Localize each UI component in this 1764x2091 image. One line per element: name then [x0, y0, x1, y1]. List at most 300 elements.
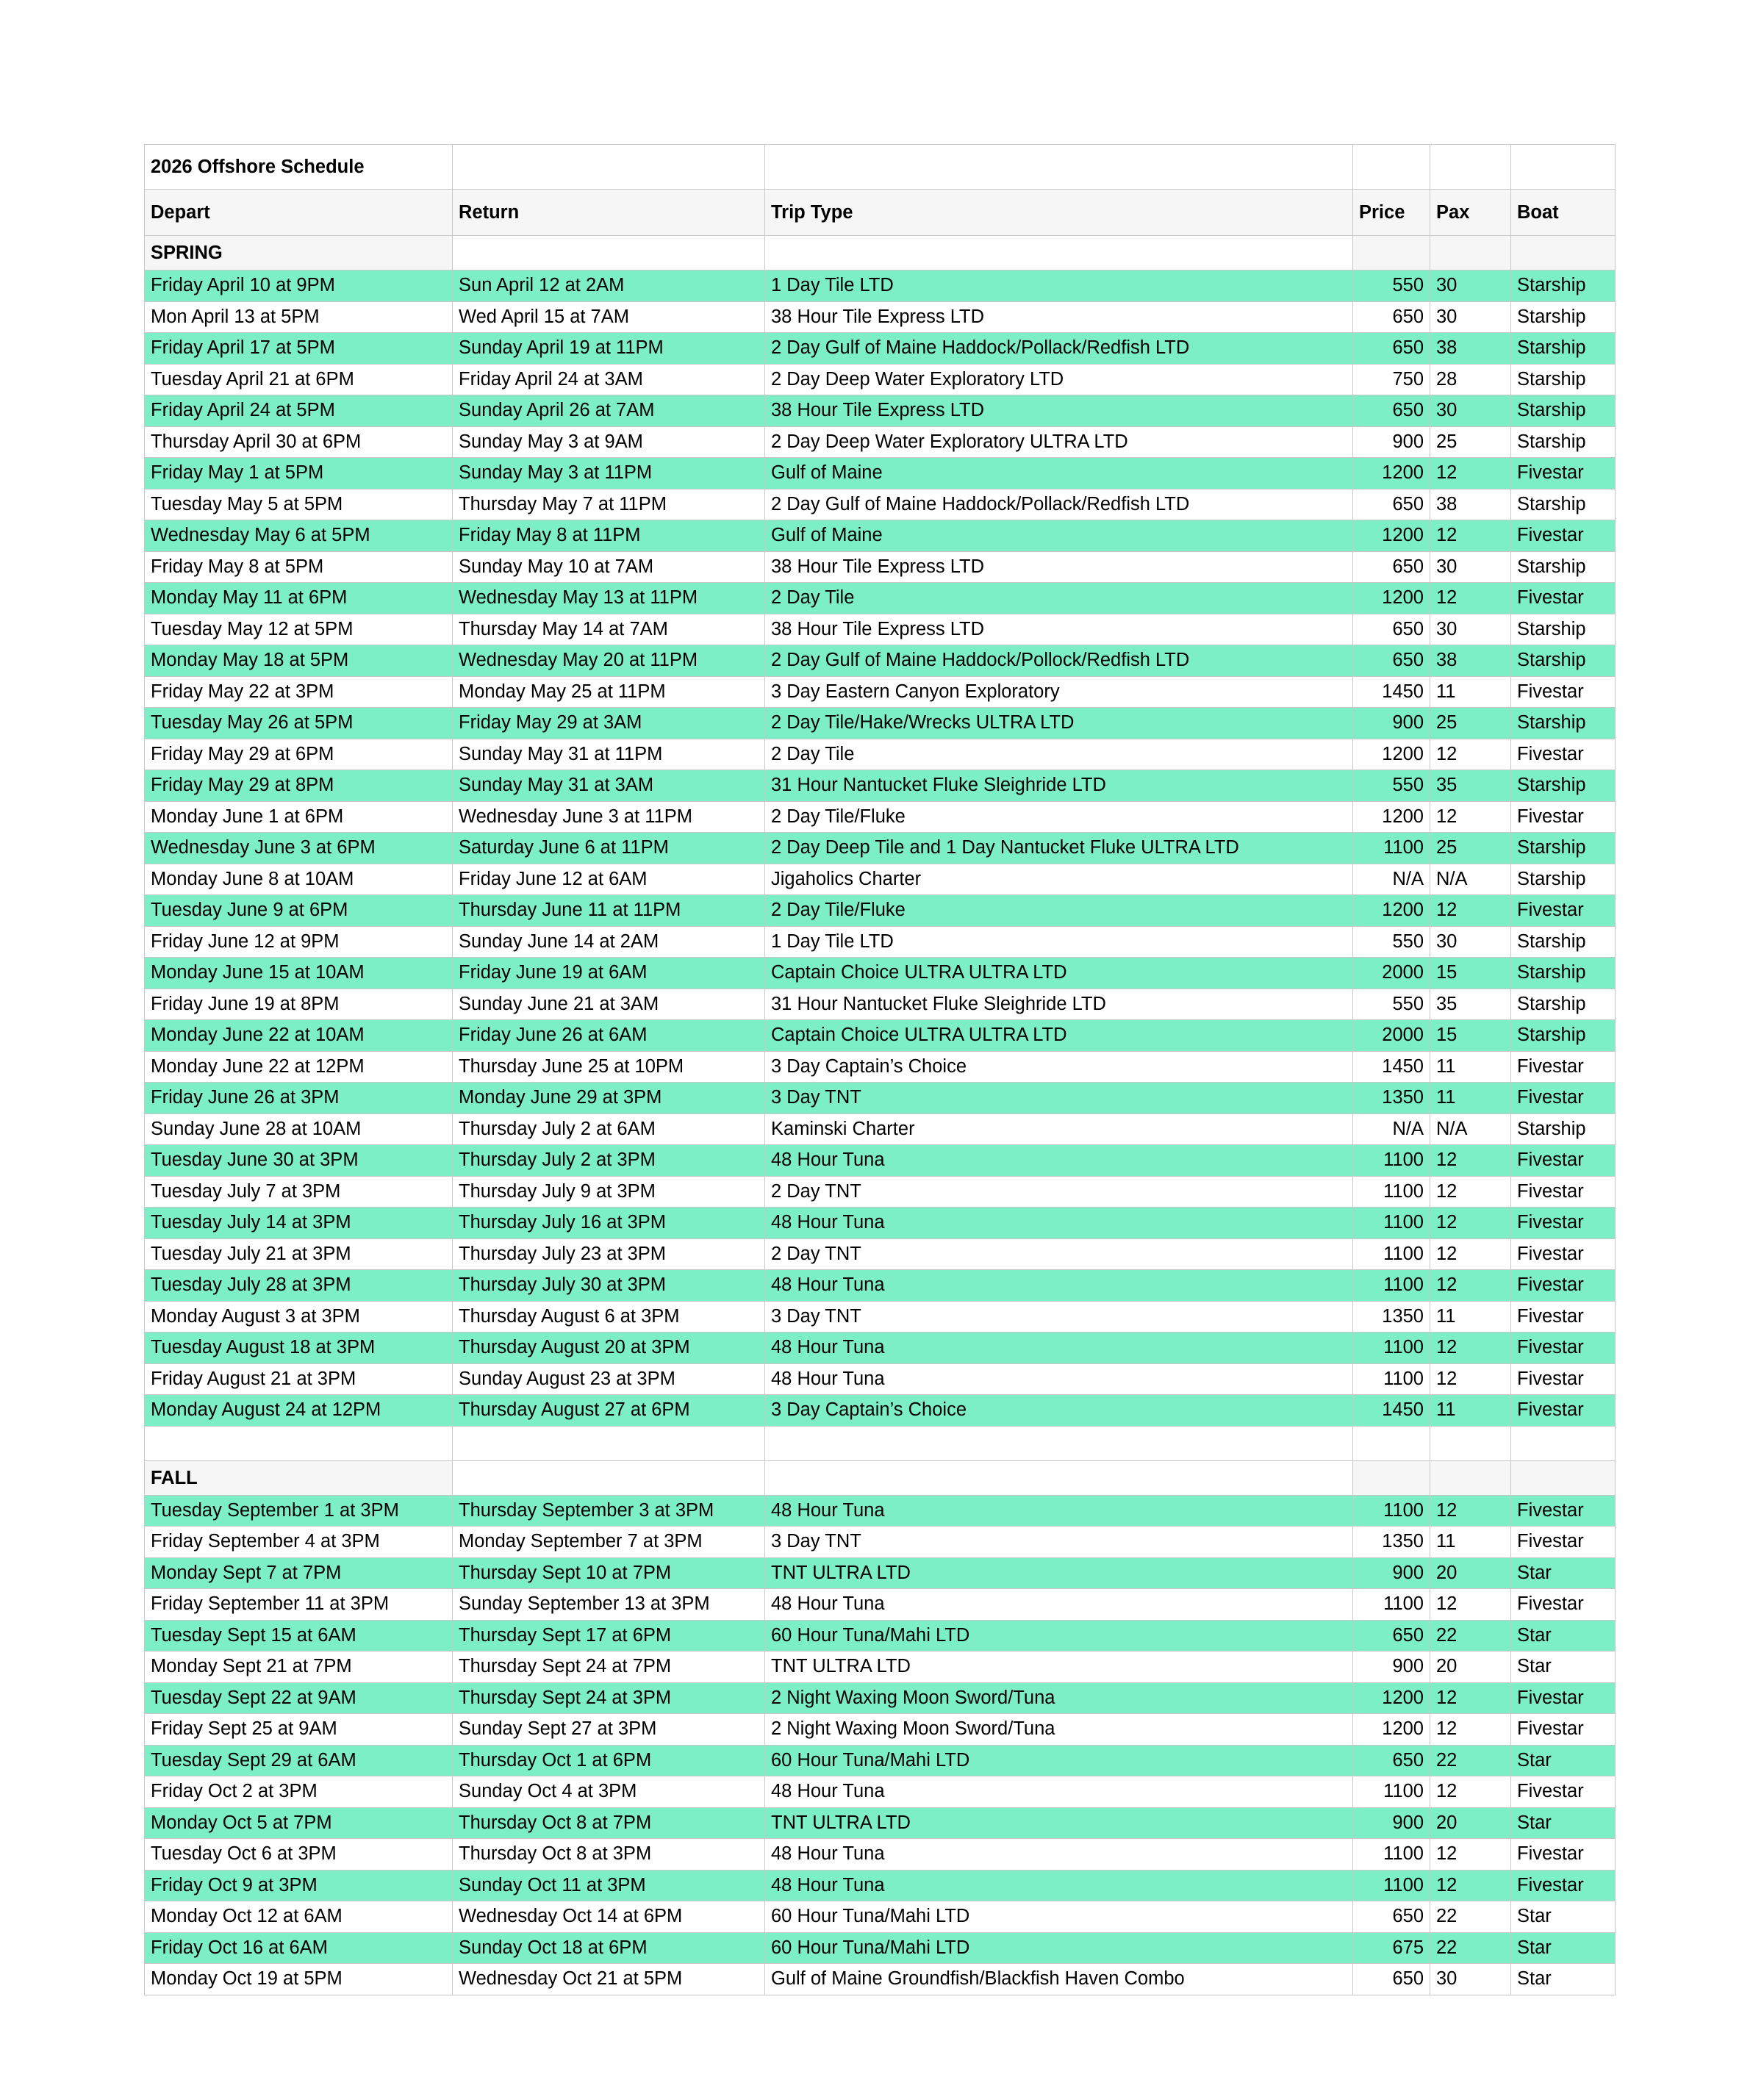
table-row: [145, 1301, 1616, 1333]
column-header-return: Return: [453, 190, 765, 236]
cell-return: Thursday September 3 at 3PM: [453, 1495, 765, 1527]
cell-boat: Fivestar: [1511, 1145, 1616, 1177]
cell-boat: Fivestar: [1511, 583, 1616, 614]
cell-trip: 3 Day TNT: [765, 1527, 1353, 1558]
cell-price: N/A: [1353, 864, 1430, 895]
table-row: [145, 958, 1616, 989]
cell-price: 650: [1353, 1964, 1430, 1995]
cell-pax: 15: [1430, 1020, 1511, 1052]
cell-depart: Monday Oct 19 at 5PM: [145, 1964, 453, 1995]
table-row: [145, 489, 1616, 520]
cell-price: 1200: [1353, 1714, 1430, 1746]
cell-return: Monday May 25 at 11PM: [453, 676, 765, 708]
cell-boat: Starship: [1511, 958, 1616, 989]
cell-pax: 30: [1430, 1964, 1511, 1995]
cell-pax: 30: [1430, 301, 1511, 333]
cell-price: 1100: [1353, 1776, 1430, 1808]
cell-pax: 22: [1430, 1901, 1511, 1933]
cell-return: Thursday July 2 at 3PM: [453, 1145, 765, 1177]
cell-trip: 2 Night Waxing Moon Sword/Tuna: [765, 1682, 1353, 1714]
cell-return: Wednesday May 20 at 11PM: [453, 645, 765, 677]
cell-depart: Friday Sept 25 at 9AM: [145, 1714, 453, 1746]
cell-trip: 2 Night Waxing Moon Sword/Tuna: [765, 1714, 1353, 1746]
cell-trip: 3 Day Captain’s Choice: [765, 1395, 1353, 1427]
cell-pax: 11: [1430, 1395, 1511, 1427]
cell-trip: 2 Day Deep Tile and 1 Day Nantucket Fluke ULTRA LTD: [765, 833, 1353, 864]
cell-trip: Gulf of Maine: [765, 520, 1353, 552]
cell-depart: Mon April 13 at 5PM: [145, 301, 453, 333]
table-row: [145, 1682, 1616, 1714]
cell-return: Thursday Oct 8 at 7PM: [453, 1807, 765, 1839]
column-header-pax: Pax: [1430, 190, 1511, 236]
cell-boat: Fivestar: [1511, 1776, 1616, 1808]
cell-pax: 12: [1430, 458, 1511, 489]
cell-price: 2000: [1353, 958, 1430, 989]
cell-boat: Star: [1511, 1620, 1616, 1651]
table-row: [145, 333, 1616, 365]
season-row-empty-cell: [1353, 236, 1430, 270]
cell-pax: 11: [1430, 676, 1511, 708]
title-row-empty-cell: [1430, 145, 1511, 190]
table-row: [145, 458, 1616, 489]
cell-price: 1450: [1353, 676, 1430, 708]
cell-return: Sunday September 13 at 3PM: [453, 1589, 765, 1621]
cell-price: 1200: [1353, 520, 1430, 552]
cell-return: Sunday August 23 at 3PM: [453, 1363, 765, 1395]
cell-return: Thursday August 20 at 3PM: [453, 1333, 765, 1364]
cell-boat: Fivestar: [1511, 801, 1616, 833]
cell-trip: Kaminski Charter: [765, 1113, 1353, 1145]
cell-return: Thursday August 6 at 3PM: [453, 1301, 765, 1333]
cell-trip: 1 Day Tile LTD: [765, 926, 1353, 958]
cell-boat: Fivestar: [1511, 1051, 1616, 1083]
cell-boat: Fivestar: [1511, 1270, 1616, 1302]
cell-boat: Fivestar: [1511, 1333, 1616, 1364]
cell-boat: Star: [1511, 1932, 1616, 1964]
cell-price: 675: [1353, 1932, 1430, 1964]
cell-price: 1100: [1353, 1870, 1430, 1901]
cell-price: 1200: [1353, 739, 1430, 770]
cell-return: Friday June 12 at 6AM: [453, 864, 765, 895]
table-row: [145, 708, 1616, 739]
season-row-empty-cell: [1353, 1460, 1430, 1495]
cell-trip: 48 Hour Tuna: [765, 1208, 1353, 1239]
cell-depart: Monday May 11 at 6PM: [145, 583, 453, 614]
cell-trip: 48 Hour Tuna: [765, 1776, 1353, 1808]
cell-pax: 12: [1430, 520, 1511, 552]
cell-price: 1100: [1353, 1145, 1430, 1177]
cell-price: 1200: [1353, 895, 1430, 927]
cell-pax: 22: [1430, 1620, 1511, 1651]
cell-boat: Fivestar: [1511, 1395, 1616, 1427]
cell-return: Thursday July 30 at 3PM: [453, 1270, 765, 1302]
cell-return: Thursday May 14 at 7AM: [453, 614, 765, 645]
table-row: [145, 395, 1616, 427]
cell-boat: Starship: [1511, 989, 1616, 1020]
cell-price: 900: [1353, 1807, 1430, 1839]
cell-trip: 2 Day Deep Water Exploratory LTD: [765, 364, 1353, 395]
cell-pax: 35: [1430, 989, 1511, 1020]
cell-return: Monday June 29 at 3PM: [453, 1083, 765, 1114]
cell-price: 1100: [1353, 1839, 1430, 1871]
cell-boat: Fivestar: [1511, 739, 1616, 770]
cell-price: 650: [1353, 1745, 1430, 1776]
cell-boat: Fivestar: [1511, 520, 1616, 552]
column-header-boat: Boat: [1511, 190, 1616, 236]
cell-pax: 12: [1430, 895, 1511, 927]
cell-trip: 38 Hour Tile Express LTD: [765, 614, 1353, 645]
cell-price: 1450: [1353, 1051, 1430, 1083]
cell-return: Thursday July 16 at 3PM: [453, 1208, 765, 1239]
cell-boat: Star: [1511, 1651, 1616, 1683]
cell-trip: 2 Day Gulf of Maine Haddock/Pollock/Redfish LTD: [765, 645, 1353, 677]
cell-price: 550: [1353, 270, 1430, 302]
cell-boat: Starship: [1511, 1020, 1616, 1052]
cell-boat: Starship: [1511, 926, 1616, 958]
cell-depart: Friday May 29 at 8PM: [145, 770, 453, 802]
cell-boat: Fivestar: [1511, 458, 1616, 489]
cell-boat: Star: [1511, 1901, 1616, 1933]
cell-depart: Tuesday May 26 at 5PM: [145, 708, 453, 739]
cell-depart: Friday June 19 at 8PM: [145, 989, 453, 1020]
cell-boat: Fivestar: [1511, 1301, 1616, 1333]
cell-pax: 12: [1430, 1589, 1511, 1621]
cell-depart: Monday Oct 5 at 7PM: [145, 1807, 453, 1839]
cell-depart: Monday Sept 7 at 7PM: [145, 1557, 453, 1589]
cell-return: Wednesday Oct 21 at 5PM: [453, 1964, 765, 1995]
season-row-empty-cell: [453, 236, 765, 270]
cell-pax: 11: [1430, 1301, 1511, 1333]
cell-trip: 48 Hour Tuna: [765, 1363, 1353, 1395]
cell-boat: Starship: [1511, 489, 1616, 520]
cell-return: Wednesday May 13 at 11PM: [453, 583, 765, 614]
cell-depart: Tuesday August 18 at 3PM: [145, 1333, 453, 1364]
cell-pax: 20: [1430, 1807, 1511, 1839]
cell-price: 1100: [1353, 1333, 1430, 1364]
table-row: [145, 1839, 1616, 1871]
season-row-empty-cell: [1511, 1460, 1616, 1495]
cell-boat: Fivestar: [1511, 1208, 1616, 1239]
cell-return: Sunday May 31 at 3AM: [453, 770, 765, 802]
cell-return: Sunday Sept 27 at 3PM: [453, 1714, 765, 1746]
cell-depart: Friday September 4 at 3PM: [145, 1527, 453, 1558]
offshore-schedule-table: [144, 144, 1616, 1995]
cell-depart: Friday June 12 at 9PM: [145, 926, 453, 958]
cell-depart: Wednesday June 3 at 6PM: [145, 833, 453, 864]
cell-return: Friday April 24 at 3AM: [453, 364, 765, 395]
cell-boat: Fivestar: [1511, 1870, 1616, 1901]
cell-pax: 20: [1430, 1651, 1511, 1683]
cell-pax: 20: [1430, 1557, 1511, 1589]
spacer-cell: [1353, 1426, 1430, 1460]
cell-depart: Monday Sept 21 at 7PM: [145, 1651, 453, 1683]
cell-depart: Monday June 8 at 10AM: [145, 864, 453, 895]
cell-boat: Star: [1511, 1964, 1616, 1995]
cell-depart: Friday April 17 at 5PM: [145, 333, 453, 365]
cell-price: 900: [1353, 1651, 1430, 1683]
cell-trip: Gulf of Maine Groundfish/Blackfish Haven Combo: [765, 1964, 1353, 1995]
cell-trip: 1 Day Tile LTD: [765, 270, 1353, 302]
cell-boat: Starship: [1511, 426, 1616, 458]
cell-boat: Fivestar: [1511, 895, 1616, 927]
cell-pax: 30: [1430, 395, 1511, 427]
cell-price: 1200: [1353, 458, 1430, 489]
table-row: [145, 1745, 1616, 1776]
cell-depart: Tuesday July 21 at 3PM: [145, 1238, 453, 1270]
cell-pax: 12: [1430, 1270, 1511, 1302]
cell-price: N/A: [1353, 1113, 1430, 1145]
cell-trip: Captain Choice ULTRA ULTRA LTD: [765, 958, 1353, 989]
title-row-empty-cell: [1353, 145, 1430, 190]
cell-depart: Tuesday June 30 at 3PM: [145, 1145, 453, 1177]
cell-depart: Monday June 15 at 10AM: [145, 958, 453, 989]
cell-return: Friday June 26 at 6AM: [453, 1020, 765, 1052]
cell-price: 900: [1353, 1557, 1430, 1589]
table-body: [145, 145, 1616, 1995]
cell-depart: Monday Oct 12 at 6AM: [145, 1901, 453, 1933]
cell-pax: 30: [1430, 551, 1511, 583]
cell-price: 1100: [1353, 1176, 1430, 1208]
cell-return: Thursday Oct 1 at 6PM: [453, 1745, 765, 1776]
season-row-empty-cell: [765, 1460, 1353, 1495]
title-row-empty-cell: [1511, 145, 1616, 190]
cell-boat: Starship: [1511, 395, 1616, 427]
table-row: [145, 1870, 1616, 1901]
cell-trip: 38 Hour Tile Express LTD: [765, 395, 1353, 427]
table-row: [145, 739, 1616, 770]
table-row: [145, 989, 1616, 1020]
table-row: [145, 1807, 1616, 1839]
season-row-empty-cell: [1430, 1460, 1511, 1495]
cell-price: 1100: [1353, 1495, 1430, 1527]
cell-boat: Fivestar: [1511, 1083, 1616, 1114]
cell-depart: Monday May 18 at 5PM: [145, 645, 453, 677]
cell-depart: Tuesday September 1 at 3PM: [145, 1495, 453, 1527]
cell-return: Sunday May 31 at 11PM: [453, 739, 765, 770]
cell-pax: 25: [1430, 708, 1511, 739]
table-row: [145, 1714, 1616, 1746]
cell-pax: 30: [1430, 270, 1511, 302]
cell-boat: Starship: [1511, 645, 1616, 677]
cell-boat: Starship: [1511, 614, 1616, 645]
table-row: [145, 551, 1616, 583]
cell-pax: 11: [1430, 1051, 1511, 1083]
spacer-cell: [453, 1426, 765, 1460]
cell-pax: 22: [1430, 1932, 1511, 1964]
table-row: [145, 1527, 1616, 1558]
cell-trip: 2 Day Tile: [765, 739, 1353, 770]
table-row: [145, 426, 1616, 458]
cell-boat: Fivestar: [1511, 1839, 1616, 1871]
table-row: [145, 676, 1616, 708]
table-row: [145, 520, 1616, 552]
cell-depart: Friday Oct 16 at 6AM: [145, 1932, 453, 1964]
table-row: [145, 1495, 1616, 1527]
cell-price: 750: [1353, 364, 1430, 395]
cell-boat: Fivestar: [1511, 1714, 1616, 1746]
cell-return: Wednesday June 3 at 11PM: [453, 801, 765, 833]
cell-return: Sunday May 10 at 7AM: [453, 551, 765, 583]
cell-return: Thursday Sept 24 at 3PM: [453, 1682, 765, 1714]
cell-price: 550: [1353, 926, 1430, 958]
cell-boat: Starship: [1511, 864, 1616, 895]
cell-trip: 3 Day Eastern Canyon Exploratory: [765, 676, 1353, 708]
season-label: FALL: [145, 1460, 453, 1495]
cell-depart: Tuesday July 7 at 3PM: [145, 1176, 453, 1208]
cell-price: 650: [1353, 551, 1430, 583]
cell-depart: Friday Oct 9 at 3PM: [145, 1870, 453, 1901]
cell-price: 650: [1353, 301, 1430, 333]
cell-return: Thursday July 23 at 3PM: [453, 1238, 765, 1270]
cell-trip: 2 Day TNT: [765, 1238, 1353, 1270]
title-row: [145, 145, 1616, 190]
table-row: [145, 1589, 1616, 1621]
spacer-row: [145, 1426, 1616, 1460]
cell-price: 1100: [1353, 1363, 1430, 1395]
cell-trip: 31 Hour Nantucket Fluke Sleighride LTD: [765, 989, 1353, 1020]
cell-price: 1350: [1353, 1301, 1430, 1333]
cell-return: Thursday July 2 at 6AM: [453, 1113, 765, 1145]
cell-price: 650: [1353, 614, 1430, 645]
cell-pax: 25: [1430, 833, 1511, 864]
cell-boat: Starship: [1511, 770, 1616, 802]
cell-pax: 12: [1430, 1238, 1511, 1270]
table-row: [145, 801, 1616, 833]
cell-depart: Monday June 1 at 6PM: [145, 801, 453, 833]
cell-pax: 11: [1430, 1527, 1511, 1558]
cell-depart: Friday May 8 at 5PM: [145, 551, 453, 583]
cell-return: Thursday Oct 8 at 3PM: [453, 1839, 765, 1871]
column-header-depart: Depart: [145, 190, 453, 236]
cell-depart: Tuesday Sept 29 at 6AM: [145, 1745, 453, 1776]
cell-depart: Friday April 10 at 9PM: [145, 270, 453, 302]
cell-boat: Star: [1511, 1807, 1616, 1839]
cell-depart: Sunday June 28 at 10AM: [145, 1113, 453, 1145]
cell-return: Thursday Sept 24 at 7PM: [453, 1651, 765, 1683]
cell-depart: Monday August 24 at 12PM: [145, 1395, 453, 1427]
table-row: [145, 1395, 1616, 1427]
cell-boat: Fivestar: [1511, 1495, 1616, 1527]
table-row: [145, 614, 1616, 645]
cell-depart: Tuesday May 12 at 5PM: [145, 614, 453, 645]
cell-trip: 2 Day Deep Water Exploratory ULTRA LTD: [765, 426, 1353, 458]
table-row: [145, 1901, 1616, 1933]
table-row: [145, 1176, 1616, 1208]
cell-trip: 3 Day TNT: [765, 1083, 1353, 1114]
cell-trip: 48 Hour Tuna: [765, 1145, 1353, 1177]
cell-depart: Friday August 21 at 3PM: [145, 1363, 453, 1395]
cell-price: 1200: [1353, 801, 1430, 833]
cell-pax: 11: [1430, 1083, 1511, 1114]
cell-pax: 30: [1430, 926, 1511, 958]
cell-trip: 60 Hour Tuna/Mahi LTD: [765, 1932, 1353, 1964]
table-row: [145, 1651, 1616, 1683]
cell-trip: 31 Hour Nantucket Fluke Sleighride LTD: [765, 770, 1353, 802]
cell-price: 650: [1353, 395, 1430, 427]
cell-boat: Fivestar: [1511, 1176, 1616, 1208]
cell-pax: 12: [1430, 801, 1511, 833]
title-row-empty-cell: [765, 145, 1353, 190]
cell-boat: Star: [1511, 1557, 1616, 1589]
spacer-cell: [145, 1426, 453, 1460]
cell-return: Sunday June 21 at 3AM: [453, 989, 765, 1020]
cell-trip: 3 Day Captain’s Choice: [765, 1051, 1353, 1083]
season-header-row: [145, 236, 1616, 270]
cell-price: 2000: [1353, 1020, 1430, 1052]
cell-price: 1100: [1353, 1589, 1430, 1621]
season-row-empty-cell: [453, 1460, 765, 1495]
cell-depart: Tuesday April 21 at 6PM: [145, 364, 453, 395]
table-row: [145, 1270, 1616, 1302]
cell-return: Thursday June 25 at 10PM: [453, 1051, 765, 1083]
cell-boat: Fivestar: [1511, 1363, 1616, 1395]
cell-trip: 2 Day Tile: [765, 583, 1353, 614]
cell-depart: Thursday April 30 at 6PM: [145, 426, 453, 458]
cell-return: Saturday June 6 at 11PM: [453, 833, 765, 864]
cell-trip: 3 Day TNT: [765, 1301, 1353, 1333]
cell-pax: 12: [1430, 1145, 1511, 1177]
cell-return: Sunday May 3 at 11PM: [453, 458, 765, 489]
cell-trip: 2 Day Gulf of Maine Haddock/Pollack/Redfish LTD: [765, 333, 1353, 365]
cell-price: 550: [1353, 770, 1430, 802]
cell-pax: 12: [1430, 1363, 1511, 1395]
cell-pax: 12: [1430, 1776, 1511, 1808]
table-row: [145, 583, 1616, 614]
cell-trip: 2 Day TNT: [765, 1176, 1353, 1208]
cell-trip: 48 Hour Tuna: [765, 1870, 1353, 1901]
cell-trip: TNT ULTRA LTD: [765, 1651, 1353, 1683]
cell-depart: Tuesday Sept 22 at 9AM: [145, 1682, 453, 1714]
cell-boat: Starship: [1511, 301, 1616, 333]
cell-pax: 38: [1430, 645, 1511, 677]
cell-price: 650: [1353, 1620, 1430, 1651]
cell-trip: TNT ULTRA LTD: [765, 1557, 1353, 1589]
cell-pax: 12: [1430, 1333, 1511, 1364]
cell-price: 1350: [1353, 1083, 1430, 1114]
column-header-trip: Trip Type: [765, 190, 1353, 236]
table-row: [145, 1932, 1616, 1964]
cell-return: Thursday Sept 17 at 6PM: [453, 1620, 765, 1651]
table-row: [145, 770, 1616, 802]
cell-pax: N/A: [1430, 1113, 1511, 1145]
cell-return: Wed April 15 at 7AM: [453, 301, 765, 333]
cell-return: Friday May 29 at 3AM: [453, 708, 765, 739]
cell-pax: 12: [1430, 1839, 1511, 1871]
cell-depart: Friday Oct 2 at 3PM: [145, 1776, 453, 1808]
cell-boat: Starship: [1511, 1113, 1616, 1145]
cell-return: Monday September 7 at 3PM: [453, 1527, 765, 1558]
table-row: [145, 1557, 1616, 1589]
spacer-cell: [1430, 1426, 1511, 1460]
cell-return: Sunday Oct 11 at 3PM: [453, 1870, 765, 1901]
cell-pax: 38: [1430, 333, 1511, 365]
cell-price: 1450: [1353, 1395, 1430, 1427]
cell-price: 650: [1353, 645, 1430, 677]
cell-price: 1100: [1353, 1238, 1430, 1270]
season-label: SPRING: [145, 236, 453, 270]
table-row: [145, 1145, 1616, 1177]
cell-price: 1100: [1353, 1270, 1430, 1302]
cell-boat: Starship: [1511, 551, 1616, 583]
spacer-cell: [765, 1426, 1353, 1460]
cell-pax: 12: [1430, 1682, 1511, 1714]
cell-trip: 60 Hour Tuna/Mahi LTD: [765, 1745, 1353, 1776]
cell-depart: Friday April 24 at 5PM: [145, 395, 453, 427]
cell-boat: Starship: [1511, 333, 1616, 365]
cell-boat: Fivestar: [1511, 676, 1616, 708]
cell-pax: 12: [1430, 583, 1511, 614]
cell-depart: Wednesday May 6 at 5PM: [145, 520, 453, 552]
